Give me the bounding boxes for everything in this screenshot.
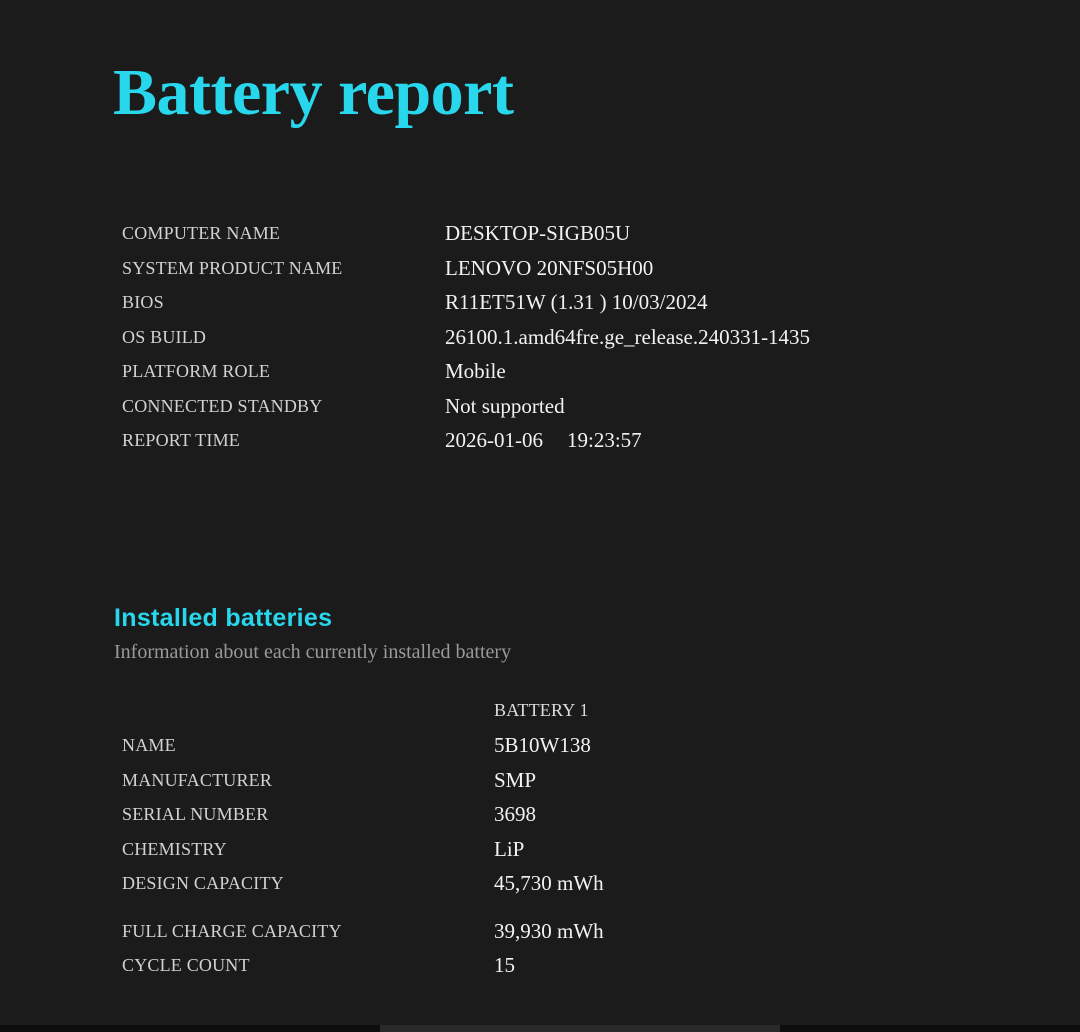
table-row [122,423,810,458]
row-spacer [122,901,604,914]
row-value-connected-standby: Not supported [445,393,565,418]
row-label-report-time: REPORT TIME [122,430,240,450]
table-row [122,728,604,763]
row-label-system-product-name: SYSTEM PRODUCT NAME [122,257,343,278]
report-date: 2026-01-06 [445,428,543,452]
row-value-computer-name: DESKTOP-SIGB05U [445,221,631,245]
row-label-name: NAME [122,735,176,755]
row-label-connected-standby: CONNECTED STANDBY [122,395,323,416]
row-label-serial-number: SERIAL NUMBER [122,804,269,824]
report-clock: 19:23:57 [567,428,642,452]
row-label-manufacturer: MANUFACTURER [122,769,273,790]
row-label-bios: BIOS [122,292,164,312]
table-header-row [122,694,604,728]
table-row [122,320,810,355]
row-label-platform-role: PLATFORM ROLE [122,361,271,381]
row-value-full-charge-capacity: 39,930 mWh [494,918,604,943]
page-title: Battery report [113,56,514,129]
row-value-bios: R11ET51W (1.31 ) 10/03/2024 [445,290,708,314]
table-row [122,866,604,901]
table-row [122,832,604,867]
table-row [122,914,604,949]
row-label-os-build: OS BUILD [122,326,207,347]
table-row [122,354,810,389]
row-value-os-build: 26100.1.amd64fre.ge_release.240331-1435 [445,324,811,349]
column-header-battery-1: BATTERY 1 [494,700,589,720]
row-value-cycle-count: 15 [494,953,515,977]
row-label-full-charge-capacity: FULL CHARGE CAPACITY [122,920,342,941]
table-row [122,948,604,983]
row-value-chemistry: LiP [494,836,525,861]
row-value-manufacturer: SMP [494,767,537,792]
table-row [122,285,810,320]
header-spacer [122,694,494,728]
row-label-chemistry: CHEMISTRY [122,838,227,859]
row-label-computer-name: COMPUTER NAME [122,223,281,243]
row-label-design-capacity: DESIGN CAPACITY [122,873,284,893]
table-row [122,251,810,286]
system-info-table [122,216,810,458]
table-row [122,216,810,251]
row-value-serial-number: 3698 [494,802,536,826]
taskbar-sliver [0,1025,1080,1032]
taskbar-segment [380,1025,780,1032]
row-label-cycle-count: CYCLE COUNT [122,955,250,975]
table-row [122,797,604,832]
table-row [122,763,604,798]
row-value-platform-role: Mobile [445,359,506,383]
installed-batteries-heading: Installed batteries [114,604,333,632]
row-value-report-time [445,423,810,458]
row-value-name: 5B10W138 [494,733,591,757]
row-value-system-product-name: LENOVO 20NFS05H00 [445,255,654,280]
installed-batteries-subheading: Information about each currently installed battery [114,641,512,663]
row-value-design-capacity: 45,730 mWh [494,871,604,895]
table-row [122,389,810,424]
installed-batteries-table [122,694,604,983]
